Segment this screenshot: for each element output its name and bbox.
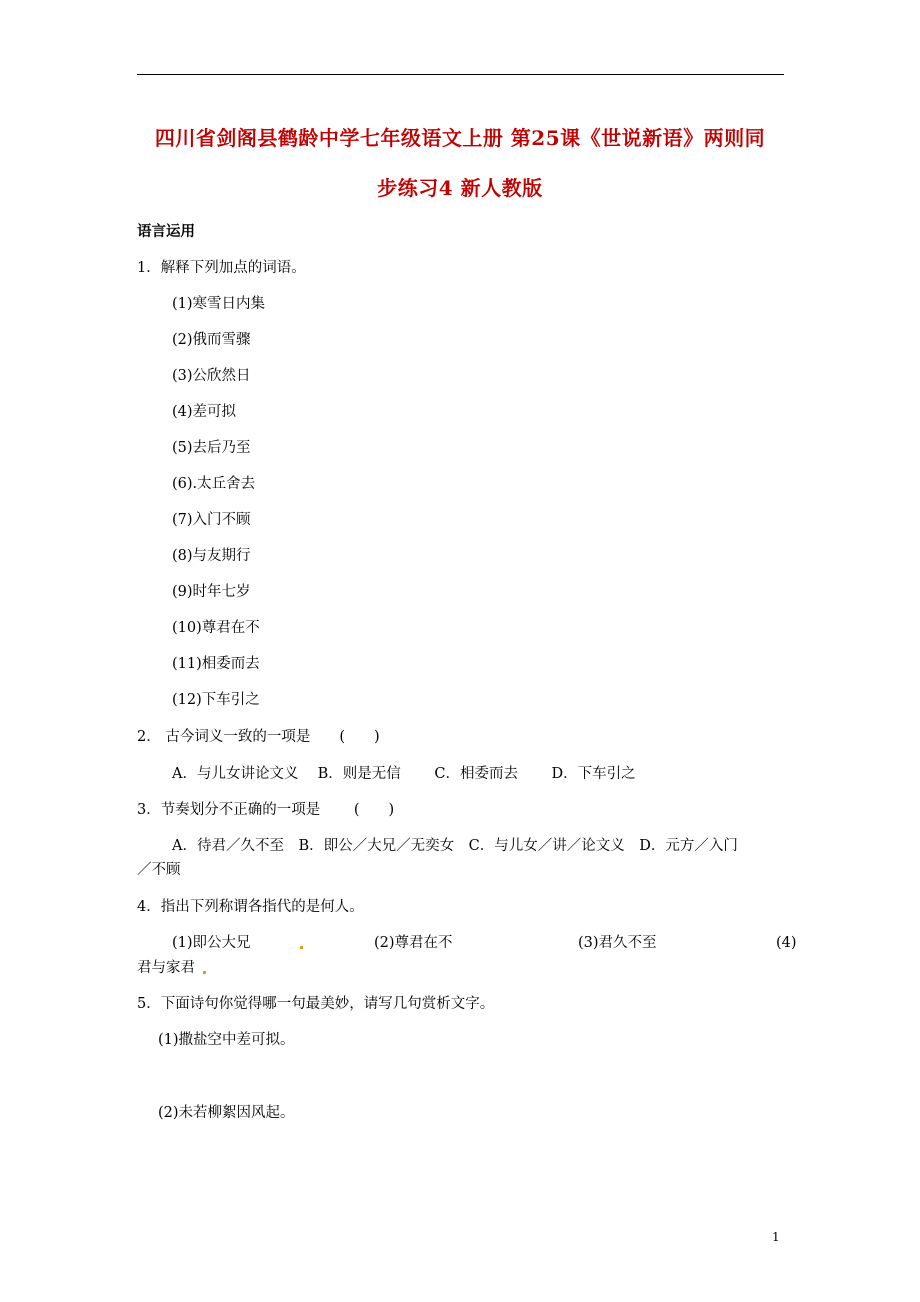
q1-item: (1)寒雪日内集 [172,296,266,312]
q1-item: (8)与友期行 [172,548,251,564]
question-3-prompt: 3．节奏划分不正确的一项是 ( ) [137,802,395,818]
q1-item: (9)时年七岁 [172,584,251,600]
q1-item: (12)下车引之 [172,692,260,708]
q1-item: (3)公欣然日 [172,368,251,384]
q5-item: (2)未若柳絮因风起。 [158,1105,295,1121]
q4-item: (3)君久不至 [578,935,657,951]
q4-item: (1)即公大兄 [172,935,251,951]
page-number: 1 [772,1230,780,1244]
q1-item: (2)俄而雪骤 [172,332,251,348]
q3-options-continued: ／不顾 [137,862,181,878]
q5-item: (1)撒盐空中差可拟。 [158,1032,295,1048]
question-4-prompt: 4．指出下列称谓各指代的是何人。 [137,899,364,915]
q1-item: (7)入门不顾 [172,512,251,528]
marker-dot [203,971,206,974]
header-rule [137,74,784,75]
marker-dot [300,946,303,949]
q1-item: (5)去后乃至 [172,440,251,456]
q1-item: (4)差可拟 [172,404,237,420]
q2-options: A．与儿女讲论文义 B．则是无信 C．相委而去 D．下车引之 [172,766,636,782]
q4-item: (2)尊君在不 [374,935,453,951]
question-2-prompt: 2． 古今词义一致的一项是 ( ) [137,729,380,745]
document-title-line1: 四川省剑阁县鹤龄中学七年级语文上册 第25课《世说新语》两则同 [154,126,766,150]
document-title-line2: 步练习4 新人教版 [377,176,543,200]
q1-item: (10)尊君在不 [172,620,260,636]
q3-options: A．待君／久不至 B．即公／大兄／无奕女 C．与儿女／讲／论文义 D．元方／入门 [172,838,738,854]
section-heading: 语言运用 [137,223,195,240]
q1-item: (11)相委而去 [172,656,260,672]
q4-item-number: (4) [776,935,797,951]
question-5-prompt: 5．下面诗句你觉得哪一句最美妙，请写几句赏析文字。 [137,996,495,1012]
question-1-prompt: 1．解释下列加点的词语。 [137,260,306,276]
q1-item: (6).太丘舍去 [172,476,256,492]
q4-item: 君与家君 [137,960,195,976]
